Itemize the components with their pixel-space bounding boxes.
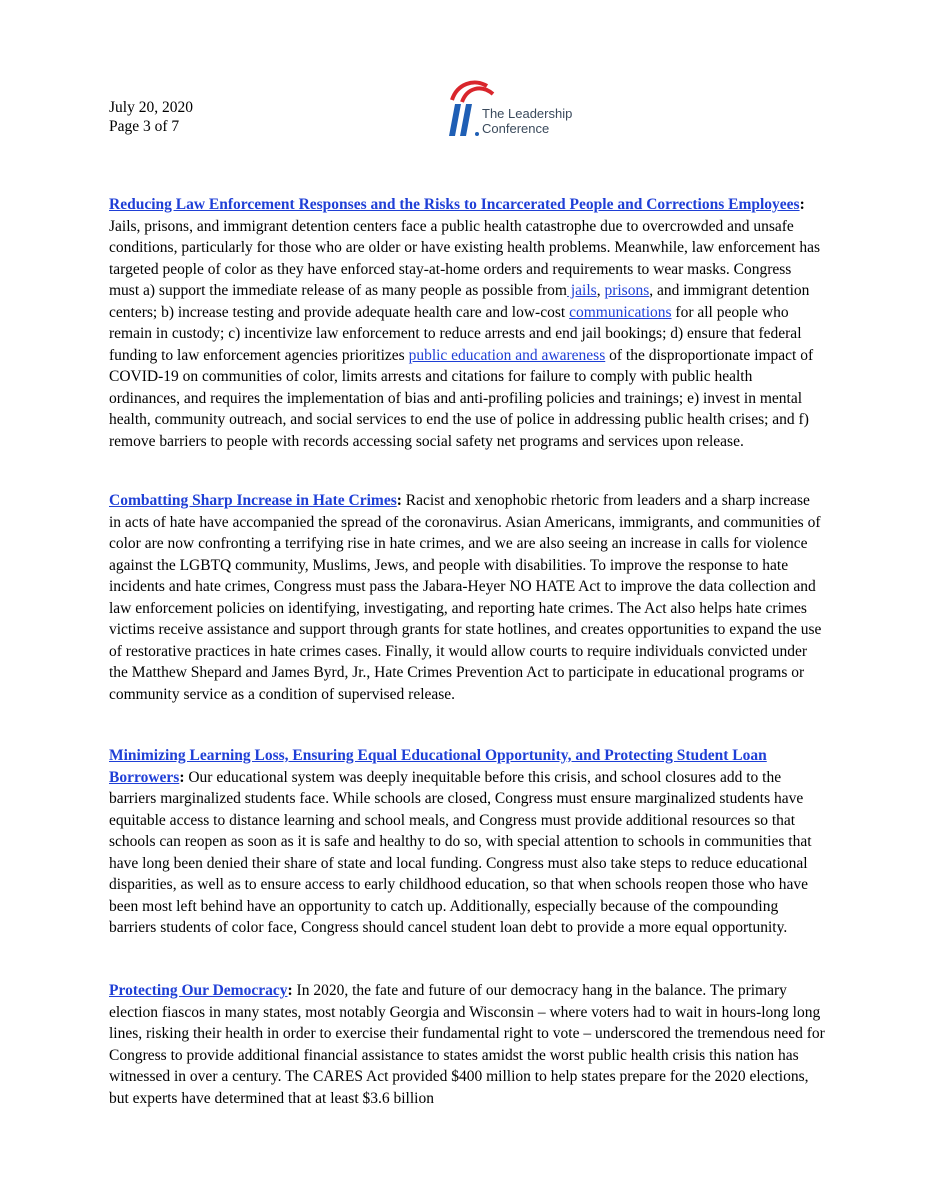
prisons-link[interactable]: prisons [604,282,650,299]
section-heading-link[interactable]: Protecting Our Democracy [109,982,288,999]
letter-date: July 20, 2020 [109,99,193,116]
section-heading-link[interactable]: Minimizing Learning Loss, Ensuring Equal Educational Opportunity, and Protecting Student Loan Borrowers [109,747,767,786]
page-header [109,98,193,136]
section-education: Minimizing Learning Loss, Ensuring Equal Educational Opportunity, and Protecting Student Loan Borrowers: Our educational system was deeply inequitable before this crisis, and school closures add to the barriers marginalized students face. While schools are closed, Congress must ensure marginalized students have equitable access to distance learning and school meals, and Congress must provide additional resources so that schools can reopen as soon as it is safe and healthy to do so, with special attention to schools in communities that have long been denied their share of state and local funding. Congress must also take steps to reduce educational disparities, as well as to ensure access to early childhood education, so that when schools reopen those who have been most left behind have an opportunity to catch up. Additionally, especially because of the compounding barriers students of color face, Congress should cancel student loan debt to provide a more equal opportunity. [109,747,812,936]
section-law-enforcement: Reducing Law Enforcement Responses and the Risks to Incarcerated People and Corrections Employees: Jails, prisons, and immigrant detention centers face a public health catastrophe due to overcrowded and unsafe conditions, particularly for those who are older or have existing health problems. Meanwhile, law enforcement has targeted people of color as they have enforced stay-at-home orders and requirements to wear masks. Congress must a) support the immediate release of as many people as possible from jails, prisons, and immigrant detention centers; b) increase testing and provide adequate health care and low-cost communications for all people who remain in custody; c) incentivize law enforcement to reduce arrests and end jail bookings; d) ensure that federal funding to law enforcement agencies prioritizes public education and awareness of the disproportionate impact of COVID-19 on communities of color, limits arrests and citations for failure to comply with public health ordinances, and requires the implementation of bias and anti-profiling policies and trainings; e) invest in mental health, community outreach, and social services to end the use of police in addressing public health crises; and f) remove barriers to people with records accessing social safety net programs and services upon release. [109,196,821,450]
section-heading-link[interactable]: Combatting Sharp Increase in Hate Crimes [109,492,397,509]
logo-text: The Leadership Conference [482,106,573,136]
public-education-link[interactable]: public education and awareness [408,346,606,364]
jails-link[interactable]: jails [566,282,597,299]
section-hate-crimes: Combatting Sharp Increase in Hate Crimes: Racist and xenophobic rhetoric from leaders and a sharp increase in acts of hate have accompanied the spread of the coronavirus. Asian Americans, immigrants, and communities of color are now confronting a terrifying rise in hate crimes, and we are also seeing an increase in calls for violence against the LGBTQ community, Muslims, Jews, and people with disabilities. To improve the response to hate incidents and hate crimes, Congress must pass the Jabara-Heyer NO HATE Act to improve the data collection and law enforcement policies on identifying, investigating, and reporting hate crimes. The Act also helps hate crimes victims receive assistance and support through grants for state hotlines, and creates opportunities to expand the use of restorative practices in hate crimes cases. Finally, it would allow courts to require individuals convicted under the Matthew Shepard and James Byrd, Jr., Hate Crimes Prevention Act to participate in educational programs or community service as a condition of supervised release. [109,492,822,703]
page-number: Page 3 of 7 [109,118,180,135]
section-democracy: Protecting Our Democracy: In 2020, the fate and future of our democracy hang in the balance. The primary election fiascos in many states, most notably Georgia and Wisconsin – where voters had to wait in hours-long long lines, risking their health in order to exercise their fundamental right to vote – underscored the tremendous need for Congress to provide additional financial assistance to states amidst the worst public health crisis this nation has witnessed in over a century. The CARES Act provided $400 million to help states prepare for the 2020 elections, but experts have determined that at least $3.6 billion [109,982,825,1107]
section-heading-link[interactable]: Reducing Law Enforcement Responses and the Risks to Incarcerated People and Corrections Employees [109,196,800,213]
communications-link[interactable]: communications [569,303,672,321]
